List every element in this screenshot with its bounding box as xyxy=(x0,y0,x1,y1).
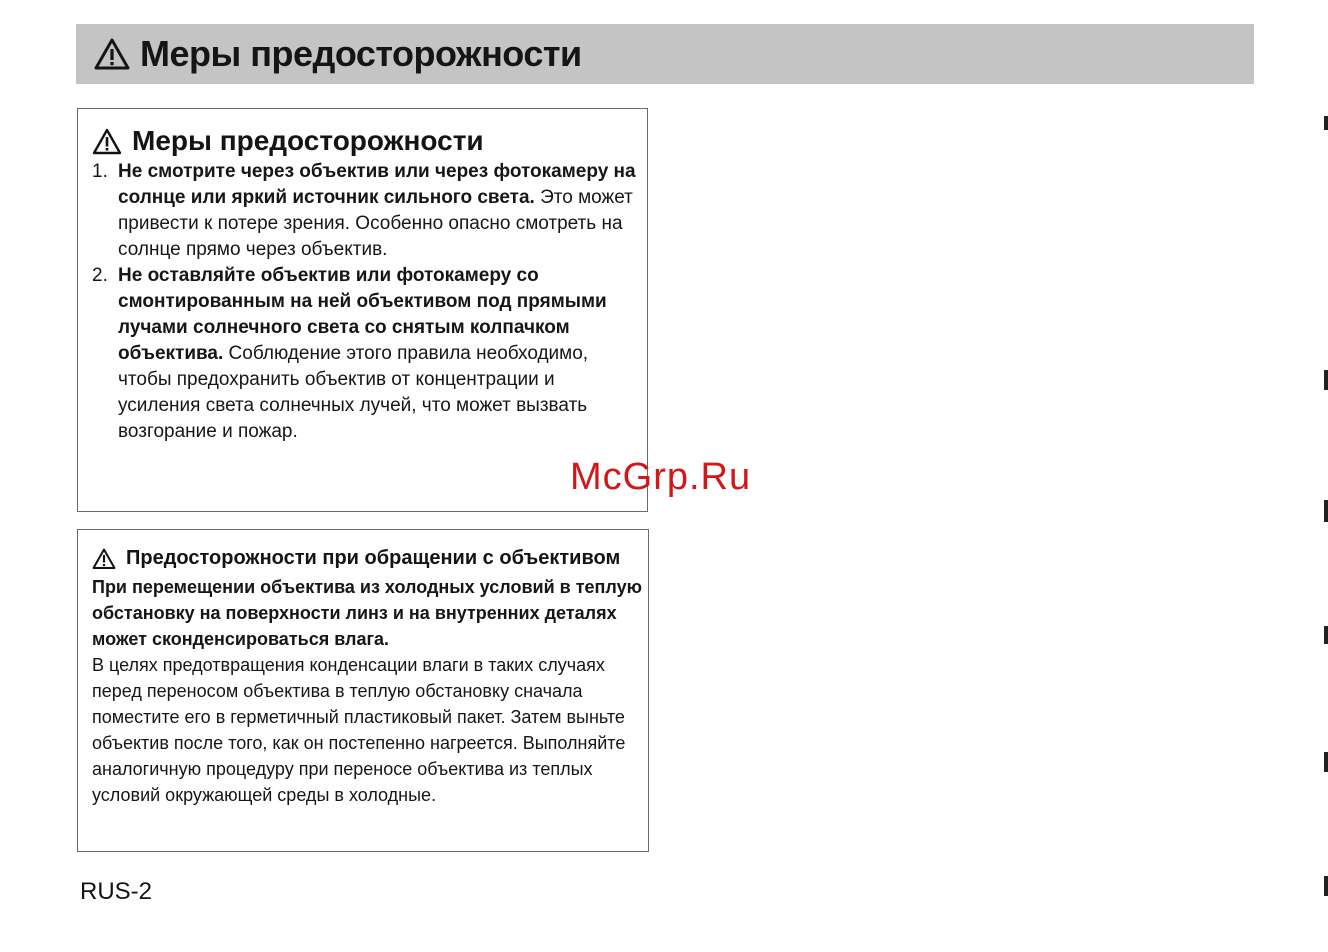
warning-icon xyxy=(92,548,116,570)
page-number: RUS-2 xyxy=(80,878,153,905)
list-item-bold-text: Не оставляйте объектив или фотокамеру со смонтированным на ней объективом под прямыми лучами солнечного света со снятым колпачком объектива. xyxy=(118,265,607,364)
edge-mark xyxy=(1324,116,1328,130)
page-title xyxy=(94,33,582,75)
lens-handling-heading xyxy=(92,547,620,570)
edge-mark xyxy=(1324,876,1328,896)
precautions-heading-text: Меры предосторожности xyxy=(132,125,484,156)
list-item xyxy=(92,263,642,445)
list-item-number: 1. xyxy=(92,161,108,182)
list-item xyxy=(92,159,642,263)
precautions-box xyxy=(77,108,648,512)
watermark: McGrp.Ru xyxy=(570,456,752,498)
page-title-text: Меры предосторожности xyxy=(140,33,582,74)
edge-mark xyxy=(1324,752,1328,772)
lens-handling-bold-text: При перемещении объектива из холодных условий в теплую обстановку на поверхности линз и на внутренних деталях может сконденсироваться влага. xyxy=(92,577,642,649)
list-item-number: 2. xyxy=(92,265,108,286)
list-item-text: Соблюдение этого правила необходимо, чтобы предохранить объектив от концентрации и усиления света солнечных лучей, что может вызвать возгорание и пожар. xyxy=(118,343,589,442)
edge-mark xyxy=(1324,370,1328,390)
edge-mark xyxy=(1324,500,1328,522)
lens-handling-box xyxy=(77,529,649,852)
lens-handling-text: В целях предотвращения конденсации влаги в таких случаях перед переносом объектива в теплую обстановку сначала поместите его в герметичный пластиковый пакет. Затем выньте объектив после того, как он постепенно нагреется. Выполняйте аналогичную процедуру при переносе объектива из теплых условий окружающей среды в холодные. xyxy=(92,655,626,805)
warning-icon xyxy=(94,38,130,70)
header-bar xyxy=(76,24,1254,84)
list-item-bold-text: Не смотрите через объектив или через фотокамеру на солнце или яркий источник сильного света. xyxy=(118,161,636,208)
precautions-list xyxy=(92,159,642,445)
edge-mark xyxy=(1324,626,1328,644)
lens-handling-body xyxy=(92,574,644,808)
precautions-heading xyxy=(92,125,484,157)
warning-icon xyxy=(92,128,122,155)
lens-handling-heading-text: Предосторожности при обращении с объективом xyxy=(126,547,621,569)
list-item-text: Это может привести к потере зрения. Особенно опасно смотреть на солнце прямо через объектив. xyxy=(118,187,633,260)
